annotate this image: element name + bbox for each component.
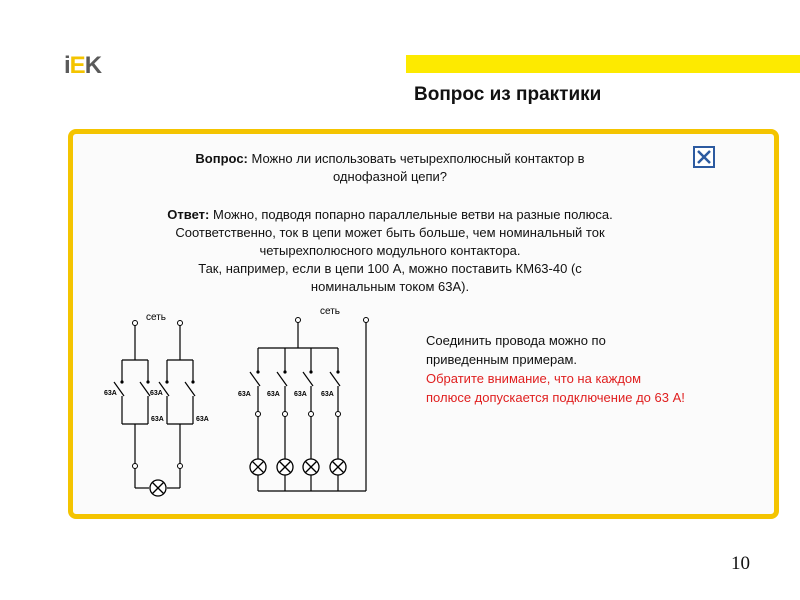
lamp-icon [150,480,166,496]
close-button[interactable] [693,146,715,168]
warning-line1: Обратите внимание, что на каждом [426,371,642,386]
logo-letter-i: i [64,52,70,79]
answer-line2: Соответственно, ток в цепи может быть больше, чем номинальный ток [175,225,605,240]
answer-line1: Можно, подводя попарно параллельные ветви на разные полюса. [209,207,613,222]
right-rating-1: 63A [238,391,251,398]
answer-line5: номинальным током 63А). [310,279,470,294]
left-rating-4: 63A [196,416,209,423]
answer-label: Ответ: [167,207,210,222]
iek-logo [64,52,101,80]
connection-note [426,331,756,407]
close-icon [695,148,713,166]
left-rating-3: 63A [151,416,164,423]
slide-title: Вопрос из практики [414,84,602,105]
logo-letter-e: E [69,52,85,79]
logo-letter-k: K [84,52,102,79]
right-rating-4: 63A [321,391,334,398]
lamp-icon [277,459,293,475]
answer-line3: четырехполюсного модульного контактора. [259,243,521,258]
right-net-label: сеть [320,306,341,317]
question-text-line2: однофазной цепи? [332,169,448,184]
right-rating-3: 63A [294,391,307,398]
warning-line2: полюсе допускается подключение до 63 А! [426,390,685,405]
question-block [100,150,680,186]
question-text-line1: Можно ли использовать четырехполюсный контактор в [247,151,585,166]
answer-line4: Так, например, если в цепи 100 А, можно поставить КМ63-40 (с [198,261,582,276]
lamp-icon [250,459,266,475]
left-rating-2: 63A [150,390,163,397]
note-line1: Соединить провода можно по [426,333,606,348]
header-accent-bar [406,55,800,73]
left-rating-1: 63A [104,390,117,397]
question-label: Вопрос: [195,151,248,166]
diagram-four-pole [230,300,380,505]
diagram-two-pole [95,300,230,505]
right-rating-2: 63A [267,391,280,398]
note-line2: приведенным примерам. [426,352,578,367]
left-net-label: сеть [146,312,167,323]
lamp-icon [303,459,319,475]
lamp-icon [330,459,346,475]
answer-block [100,206,680,296]
page-number: 10 [731,553,750,574]
